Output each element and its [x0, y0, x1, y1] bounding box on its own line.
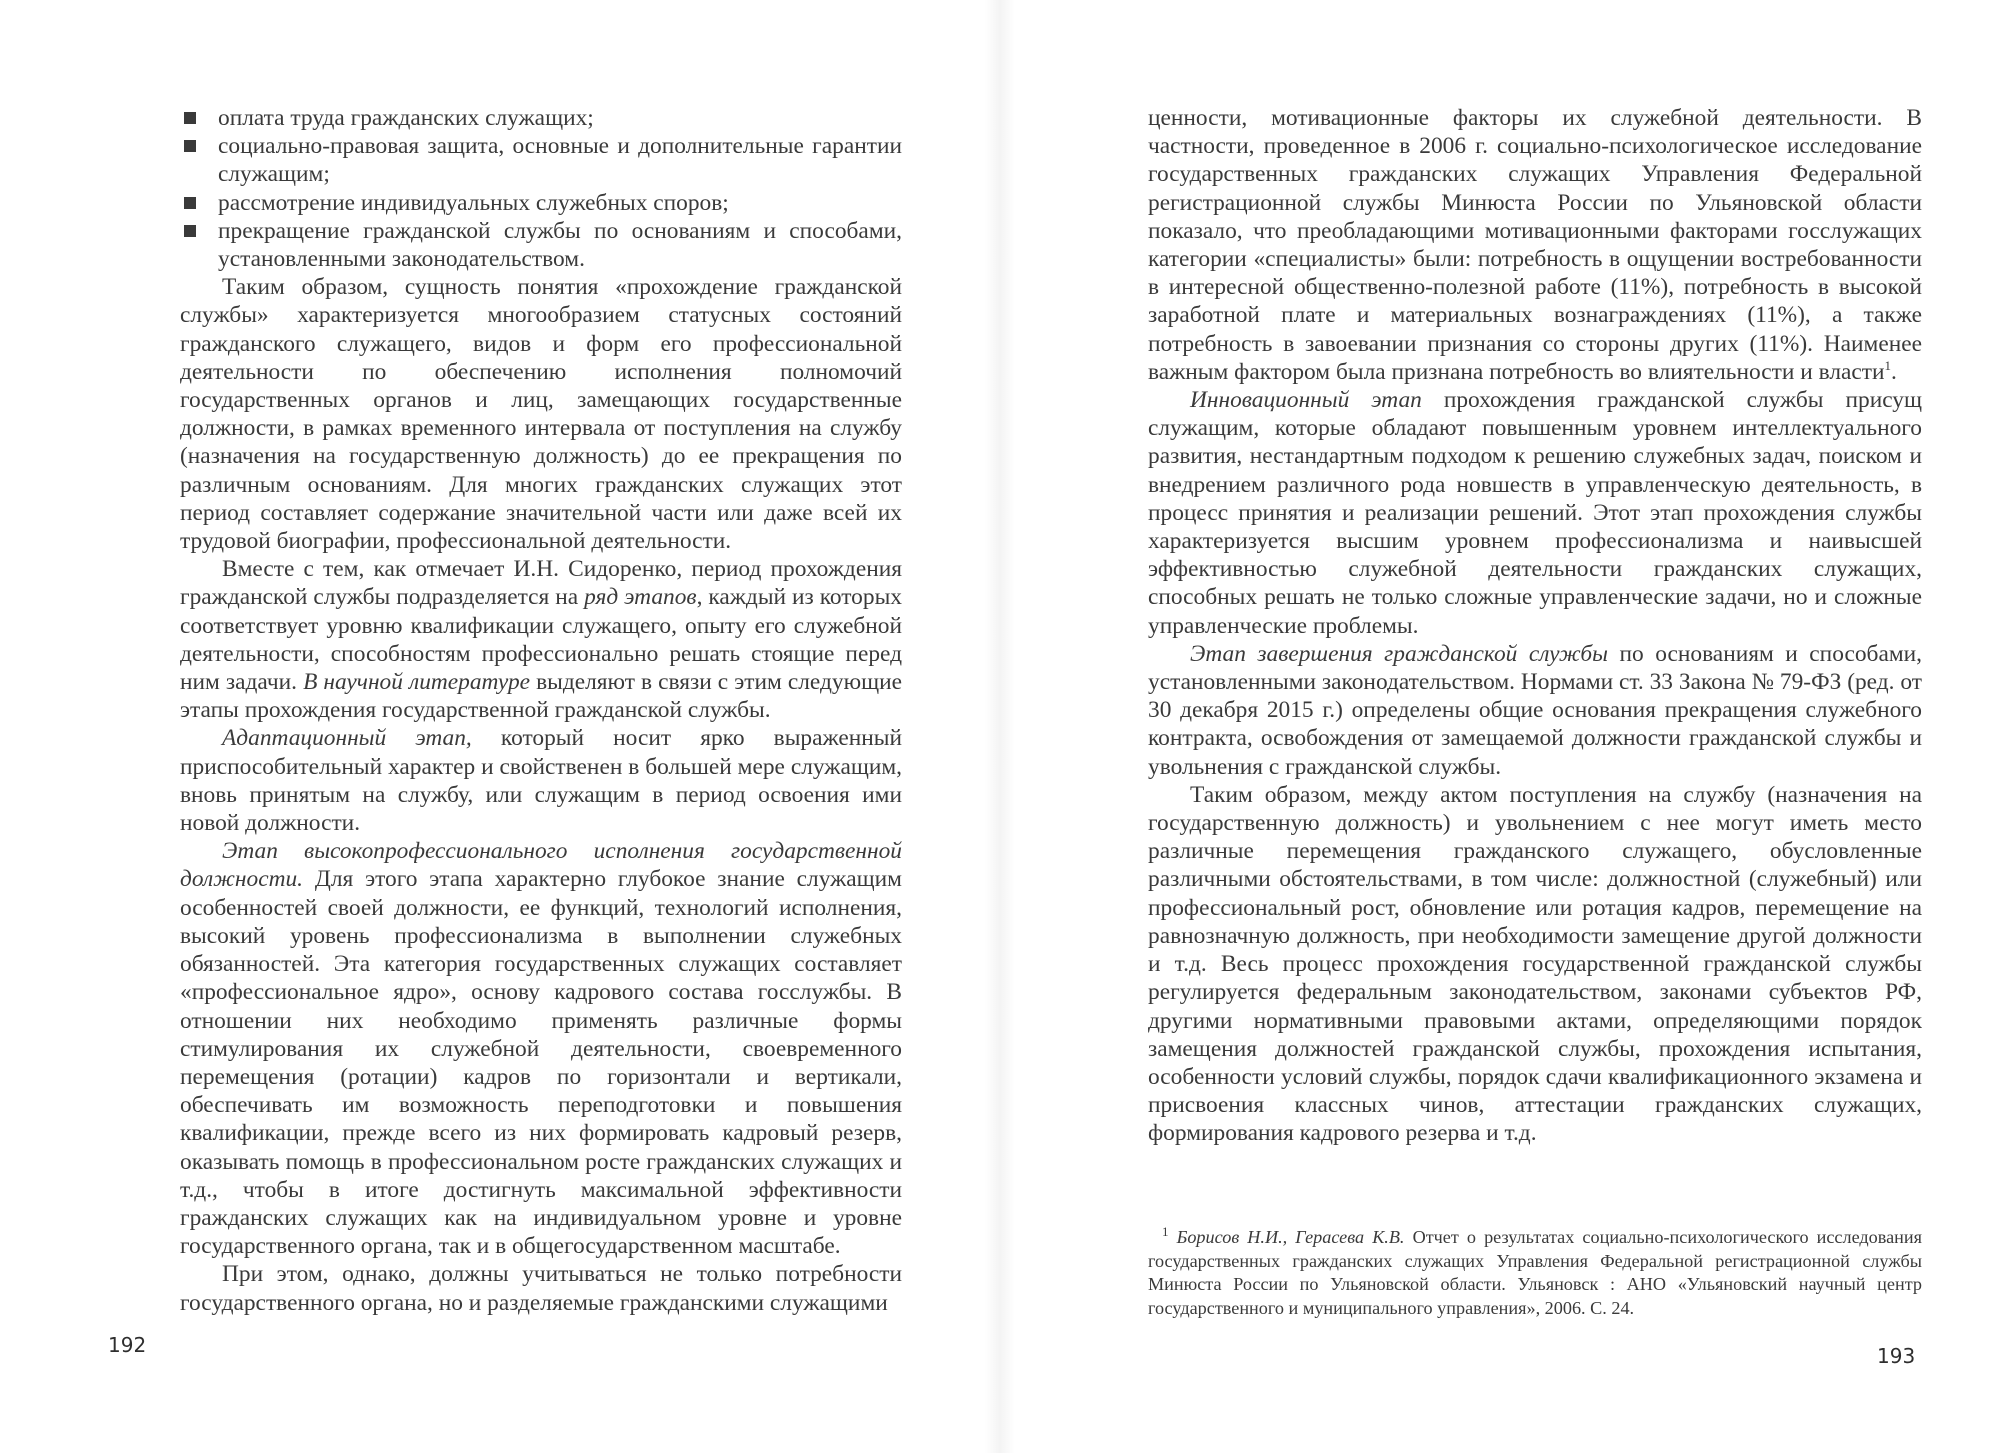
italic-term: Инновационный этап: [1190, 387, 1422, 414]
right-text-column: [1148, 104, 1922, 1148]
paragraph-text: Для этого этапа характерно глубокое знание служащим особенностей своей должности, ее функций, технологий исполнения, высокий уровень профессионализма в выполнении служебных обязанностей. Эта категория государственных служащих составляет «профессиональное ядро», основу кадрового состава госслужбы. В отношении них необходимо применять различные формы стимулирования их служебной деятельности, своевременного перемещения (ротации) кадров по горизонтали и вертикали, обеспечивать им возможность переподготовки и повышения квалификации, прежде всего из них формировать кадровый резерв, оказывать помощь в профессиональном росте гражданских служащих и т.д., чтобы в итоге достигнуть максимальной эффективности гражданских служащих как на индивидуальном уровне и уровне государственного органа, так и в общегосударственном масштабе.: [180, 866, 902, 1260]
list-item: [180, 189, 902, 217]
paragraph-text: Вместе с тем, как отмечает И.Н. Сидоренко, период прохождения гражданской службы подразделяется на: [180, 556, 902, 611]
paragraph-text: по основаниям и способами, установленными законодательством. Нормами ст. 33 Закона № 79-ФЗ (ред. от 30 декабря 2015 г.) определены общие основания прекращения служебного контракта, освобождения от замещаемой должности гражданской службы и увольнения с гражданской службы.: [1148, 640, 1923, 780]
bullet-text: прекращение гражданской службы по основаниям и способами, установленными законодательством.: [218, 217, 902, 273]
paragraph: [1148, 386, 1922, 640]
paragraph: [180, 555, 902, 724]
footnote: [1148, 1223, 1923, 1320]
italic-term: Этап завершения гражданской службы: [1190, 640, 1608, 667]
footnote-authors: Борисов Н.И., Герасева К.В.: [1176, 1227, 1405, 1247]
italic-term: Адаптационный этап,: [222, 725, 472, 752]
italic-term: В научной литературе: [303, 669, 531, 696]
paragraph-text: .: [1891, 358, 1897, 385]
footnote-text: Отчет о результатах социально-психологического исследования государственных гражданских служащих Управления Федеральной регистрационной службы Минюста России по Ульяновской области. Ульяновск : АНО «Ульяновский научный центр государственного и муниципального управления», 2006. С. 24.: [1148, 1227, 1923, 1318]
paragraph-text: , каждый из которых соответствует уровню квалификации служащего, опыту его служебной деятельности, способностям профессионально решать стоящие перед ним задачи.: [180, 584, 902, 696]
square-bullet-icon: [184, 112, 196, 124]
paragraph: [1148, 640, 1922, 781]
paragraph: [1148, 781, 1922, 1148]
paragraph: [180, 1260, 902, 1316]
paragraph-text: который носит ярко выраженный приспособительный характер и свойственен в большей мере служащим, вновь принятым на службу, или служащим в период освоения ими новой должности.: [180, 725, 903, 837]
paragraph: [180, 837, 902, 1260]
square-bullet-icon: [184, 225, 196, 237]
page-number: 192: [108, 1333, 147, 1357]
italic-term: ряд этапов: [584, 584, 697, 611]
footnote-ref: 1: [1884, 358, 1891, 374]
list-item: [180, 104, 902, 132]
left-text-column: [180, 104, 902, 1317]
footnote-mark: 1: [1162, 1223, 1169, 1239]
paragraph: [180, 273, 902, 555]
right-page: [1000, 0, 2000, 1453]
paragraph-text: выделяют в связи с этим следующие этапы прохождения государственной гражданской службы.: [180, 669, 902, 724]
paragraph-text: Таким образом, сущность понятия «прохождение гражданской службы» характеризуется многообразием статусных состояний гражданского служащего, видов и форм его профессиональной деятельности по обеспечению исполнения полномочий государственных органов и лиц, замещающих государственные должности, в рамках временного интервала от поступления на службу (назначения на государственную должность) до ее прекращения по различным основаниям. Для многих гражданских служащих этот период составляет содержание значительной части или даже всей их трудовой биографии, профессиональной деятельности.: [180, 274, 902, 555]
square-bullet-icon: [184, 140, 196, 152]
paragraph-text: ценности, мотивационные факторы их служебной деятельности. В частности, проведенное в 2006 г. социально-психологическое исследование государственных гражданских служащих Управления Федеральной регистрационной службы Минюста России по Ульяновской области показало, что преобладающими мотивационными факторами госслужащих категории «специалисты» были: потребность в ощущении востребованности в интересной общественно-полезной работе (11%), потребность в высокой заработной плате и материальных вознаграждениях (11%), а также потребность в завоевании признания со стороны других (11%). Наименее важным фактором была признана потребность во влиятельности и власти: [1148, 105, 1922, 385]
paragraph: [180, 724, 902, 837]
list-item: [180, 217, 902, 273]
paragraph: [1148, 104, 1922, 386]
paragraph-text: прохождения гражданской службы присущ служащим, которые обладают повышенным уровнем интеллектуального развития, нестандартным подходом к решению служебных задач, поиском и внедрением различного рода новшеств в управленческую деятельность, в процесс принятия и реализации решений. Этот этап прохождения службы характеризуется высшим уровнем профессионализма и наивысшей эффективностью служебной деятельности гражданских служащих, способных решать не только сложные управленческие задачи, но и сложные управленческие проблемы.: [1148, 387, 1922, 639]
list-item: [180, 132, 902, 188]
page-number: 193: [1877, 1344, 1916, 1368]
square-bullet-icon: [184, 197, 196, 209]
bullet-text: социально-правовая защита, основные и дополнительные гарантии служащим;: [218, 133, 902, 188]
bullet-text: рассмотрение индивидуальных служебных споров;: [218, 189, 729, 216]
italic-term: Этап высокопрофессионального исполнения государственной должности.: [180, 838, 902, 893]
paragraph-text: Таким образом, между актом поступления на службу (назначения на государственную должность) и увольнением с нее могут иметь место различные перемещения гражданского служащего, обусловленные различными обстоятельствами, в том числе: должностной (служебный) или профессиональный рост, обновление или ротация кадров, перемещение на равнозначную должность, при необходимости замещение другой должности и т.д. Весь процесс прохождения государственной гражданской службы регулируется федеральным законодательством, законами субъектов РФ, другими нормативными правовыми актами, определяющими порядок замещения должностей гражданской службы, прохождения испытания, особенности условий службы, порядок сдачи квалификационного экзамена и присвоения классных чинов, аттестации гражданских служащих, формирования кадрового резерва и т.д.: [1148, 781, 1922, 1147]
bullet-text: оплата труда гражданских служащих;: [218, 105, 594, 131]
bullet-list: [180, 104, 902, 273]
paragraph-text: При этом, однако, должны учитываться не только потребности государственного органа, но и разделяемые гражданскими служащими: [180, 1261, 902, 1316]
